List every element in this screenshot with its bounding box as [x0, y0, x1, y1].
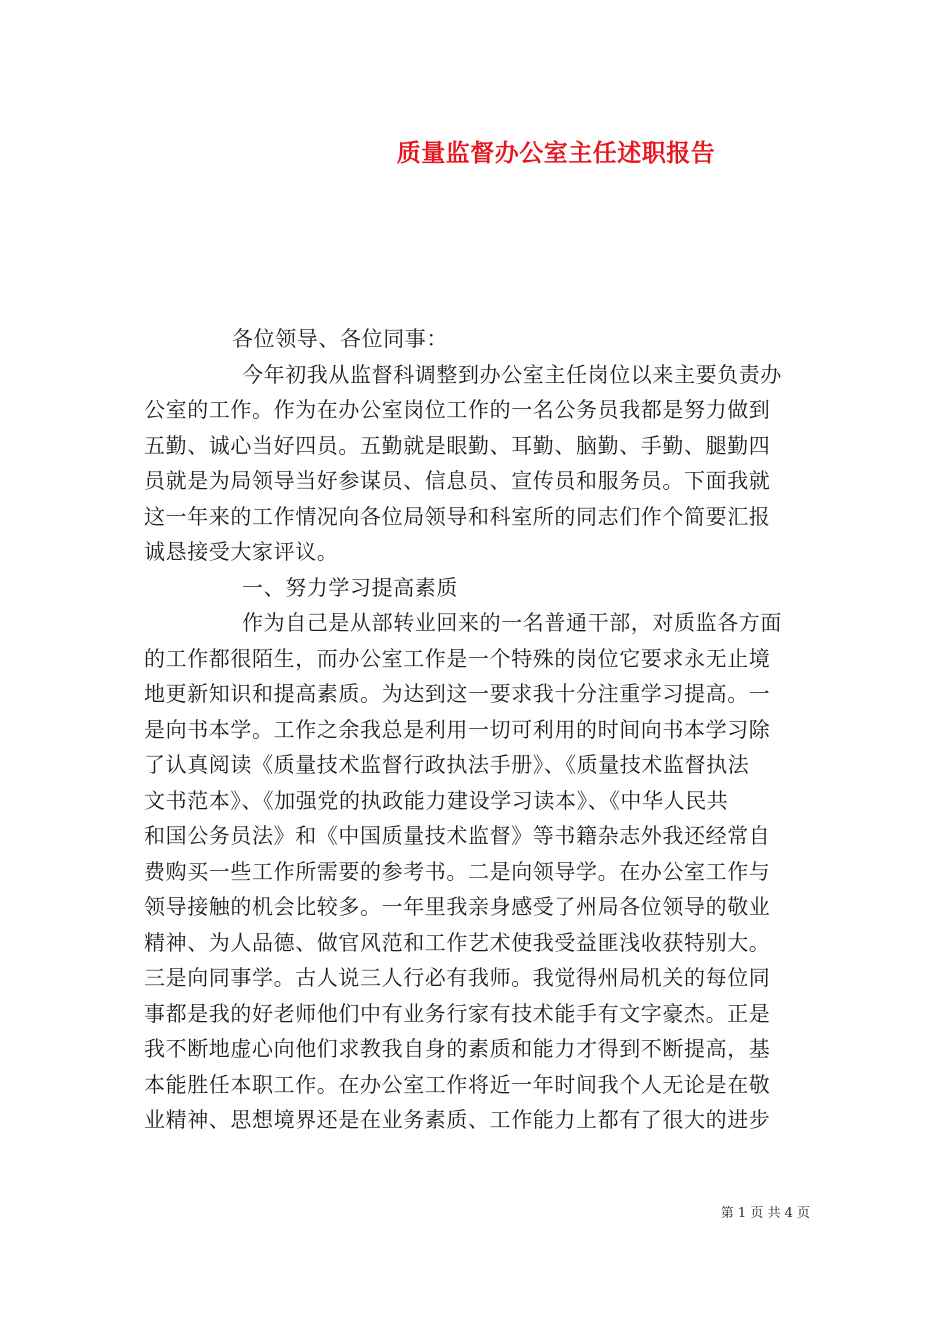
- paragraph-line: 公室的工作。作为在办公室岗位工作的一名公务员我都是努力做到: [144, 398, 771, 422]
- paragraph-line: 五勤、诚心当好四员。五勤就是眼勤、耳勤、脑勤、手勤、腿勤四: [144, 433, 771, 458]
- paragraph-line: 这一年来的工作情况向各位局领导和科室所的同志们作个简要汇报: [144, 504, 771, 529]
- paragraph-line: 费购买一些工作所需要的参考书。二是向领导学。在办公室工作与: [144, 859, 771, 884]
- paragraph-line: 文书范本》、《加强党的执政能力建设学习读本》、《中华人民共: [144, 788, 729, 813]
- salutation: 各位领导、各位同事：: [232, 327, 448, 351]
- paragraph-line: 我不断地虚心向他们求教我自身的素质和能力才得到不断提高，基: [144, 1037, 771, 1061]
- paragraph-line: 和国公务员法》和《中国质量技术监督》等书籍杂志外我还经常自: [144, 824, 771, 848]
- paragraph-line: 今年初我从监督科调整到办公室主任岗位以来主要负责办: [242, 362, 782, 387]
- paragraph-line: 的工作都很陌生，而办公室工作是一个特殊的岗位它要求永无止境: [144, 646, 771, 671]
- section-heading: 一、努力学习提高素质: [242, 575, 458, 600]
- document-body: [144, 322, 807, 1139]
- paragraph-line: 领导接触的机会比较多。一年里我亲身感受了州局各位领导的敬业: [144, 895, 771, 919]
- paragraph-line: 地更新知识和提高素质。为达到这一要求我十分注重学习提高。一: [144, 682, 771, 706]
- paragraph-line: 作为自己是从部转业回来的一名普通干部，对质监各方面: [242, 611, 782, 635]
- paragraph-line: 是向书本学。工作之余我总是利用一切可利用的时间向书本学习除: [144, 717, 771, 742]
- paragraph-line: 员就是为局领导当好参谋员、信息员、宣传员和服务员。下面我就: [144, 469, 771, 493]
- paragraph-line: 诚恳接受大家评议。: [144, 540, 339, 564]
- paragraph-line: 精神、为人品德、做官风范和工作艺术使我受益匪浅收获特别大。: [144, 930, 771, 955]
- page-number: 第 1 页 共 4 页: [720, 1206, 810, 1221]
- paragraph-line: 业精神、思想境界还是在业务素质、工作能力上都有了很大的进步: [144, 1108, 771, 1132]
- paragraph-line: 本能胜任本职工作。在办公室工作将近一年时间我个人无论是在敬: [144, 1072, 771, 1097]
- paragraph-line: 三是向同事学。古人说三人行必有我师。我觉得州局机关的每位同: [144, 966, 771, 990]
- paragraph-line: 事都是我的好老师他们中有业务行家有技术能手有文字豪杰。正是: [144, 1001, 771, 1026]
- document-title: 质量监督办公室主任述职报告: [396, 138, 716, 167]
- paragraph-line: 了认真阅读《质量技术监督行政执法手册》、《质量技术监督执法: [144, 753, 750, 777]
